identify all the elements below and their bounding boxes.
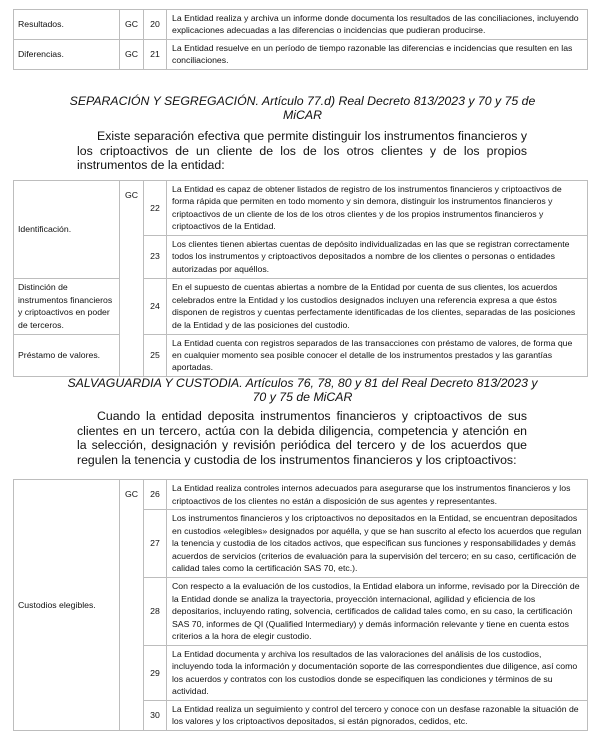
control-number: 25	[144, 334, 167, 376]
control-description: Con respecto a la evaluación de los custodios, la Entidad elabora un informe, revisado por la Dirección de la Entidad donde se analiza la trayectoria, proyección internacional, agilidad y eficiencia de los depositarios, incluyendo rating, solvencia, certificados de calidad tales como, en su caso, la certificación SAS 70, informes de QI (Qualified Intermediary) y demás información relevante y tiene en cuenta estos criterios a la hora de elegir custodio.	[167, 578, 588, 646]
control-description: La Entidad realiza controles internos adecuados para asegurarse que los instrumentos financieros y los criptoactivos de los clientes no están a disposición de sus agentes y representantes.	[167, 480, 588, 510]
control-number: 29	[144, 646, 167, 701]
control-number: 23	[144, 235, 167, 278]
table-row	[14, 181, 588, 236]
area-cell: Distinción de instrumentos financieros y criptoactivos en poder de terceros.	[14, 278, 120, 334]
custody-controls-table	[13, 479, 588, 731]
area-cell: Préstamo de valores.	[14, 334, 120, 376]
control-description: La Entidad es capaz de obtener listados de registro de los instrumentos financieros y criptoactivos de forma rápida que permiten en todo momento y sin demora, distinguir los instrumentos financieros y criptoactivos de un cliente de los de los otros clientes y de los propios instrumentos financieros y criptoactivos de la Entidad.	[167, 181, 588, 236]
section-intro-salvaguardia: Cuando la entidad deposita instrumentos financieros y criptoactivos de sus clientes en un tercero, actúa con la debida diligencia, competencia y atención en la selección, designación y revisión periódica del tercero y de los acuerdos que regulen la tenencia y custodia de los instrumentos financieros y los criptoactivos:	[77, 409, 527, 467]
control-description: La Entidad realiza y archiva un informe donde documenta los resultados de las conciliaciones, incluyendo explicaciones adecuadas a las diferencias o incidencias que pudieran producirse.	[167, 10, 588, 40]
area-cell: Resultados.	[14, 10, 120, 40]
control-description: La Entidad resuelve en un período de tiempo razonable las diferencias e incidencias que resulten en las conciliaciones.	[167, 39, 588, 69]
control-description: La Entidad realiza un seguimiento y control del tercero y conoce con un desfase razonable la situación de los valores y los criptoactivos depositados, si están pignorados, cedidos, etc.	[167, 700, 588, 730]
table-row	[14, 480, 588, 510]
table-row	[14, 39, 588, 69]
control-description: Los instrumentos financieros y los criptoactivos no depositados en la Entidad, se encuentran depositados en custodios «elegibles» designados por aquélla, y que se han suscrito al efecto los acuerdos que regulan la tenencia y custodia de los citados activos, que especifican sus funciones y responsabilidades y demás acuerdos de servicios (criterios de evaluación para la supervisión del tercero; en su caso, certificación de calidad tales como la certificación SAS 70, etc.).	[167, 510, 588, 578]
area-cell: Custodios elegibles.	[14, 480, 120, 731]
control-number: 27	[144, 510, 167, 578]
gc-cell: GC	[120, 480, 144, 731]
separation-controls-table	[13, 180, 588, 377]
section-intro-separacion: Existe separación efectiva que permite distinguir los instrumentos financieros y los criptoactivos de un cliente de los de los otros clientes y de los propios instrumentos de la entidad:	[77, 129, 527, 173]
control-number: 28	[144, 578, 167, 646]
control-description: La Entidad documenta y archiva los resultados de las valoraciones del análisis de los custodios, incluyendo toda la información y documentación soporte de las correspondientes due diligence, así como los acuerdos y contratos con los custodios donde se especifiquen las condiciones y términos de su actividad.	[167, 646, 588, 701]
results-controls-table	[13, 9, 588, 70]
control-description: La Entidad cuenta con registros separados de las transacciones con préstamo de valores, de forma que en cualquier momento sea posible conocer el detalle de los instrumentos prestados y las garantías aportadas.	[167, 334, 588, 376]
section-heading-salvaguardia: SALVAGUARDIA Y CUSTODIA. Artículos 76, 78, 80 y 81 del Real Decreto 813/2023 y 70 y 75 de MiCAR	[67, 376, 538, 404]
table-row	[14, 278, 588, 334]
area-cell: Identificación.	[14, 181, 120, 279]
control-number: 24	[144, 278, 167, 334]
section-heading-separacion: SEPARACIÓN Y SEGREGACIÓN. Artículo 77.d) Real Decreto 813/2023 y 70 y 75 de MiCAR	[69, 94, 536, 122]
control-description: En el supuesto de cuentas abiertas a nombre de la Entidad por cuenta de sus clientes, los acuerdos celebrados entre la Entidad y los custodios designados incluyen una referencia expresa a que éstos disponen de registros y cuentas perfectamente identificadas de los clientes, separadas de las posiciones de la Entidad y de las posiciones del custodio.	[167, 278, 588, 334]
control-number: 26	[144, 480, 167, 510]
table-row	[14, 10, 588, 40]
area-cell: Diferencias.	[14, 39, 120, 69]
control-number: 22	[144, 181, 167, 236]
control-number: 21	[144, 39, 167, 69]
control-description: Los clientes tienen abiertas cuentas de depósito individualizadas en las que se registran correctamente todos los instrumentos y criptoactivos depositados a nombre de los clientes o personas o entidades autorizadas por aquéllos.	[167, 235, 588, 278]
control-number: 30	[144, 700, 167, 730]
table-row	[14, 334, 588, 376]
control-number: 20	[144, 10, 167, 40]
gc-cell: GC	[120, 39, 144, 69]
gc-cell: GC	[120, 181, 144, 377]
gc-cell: GC	[120, 10, 144, 40]
